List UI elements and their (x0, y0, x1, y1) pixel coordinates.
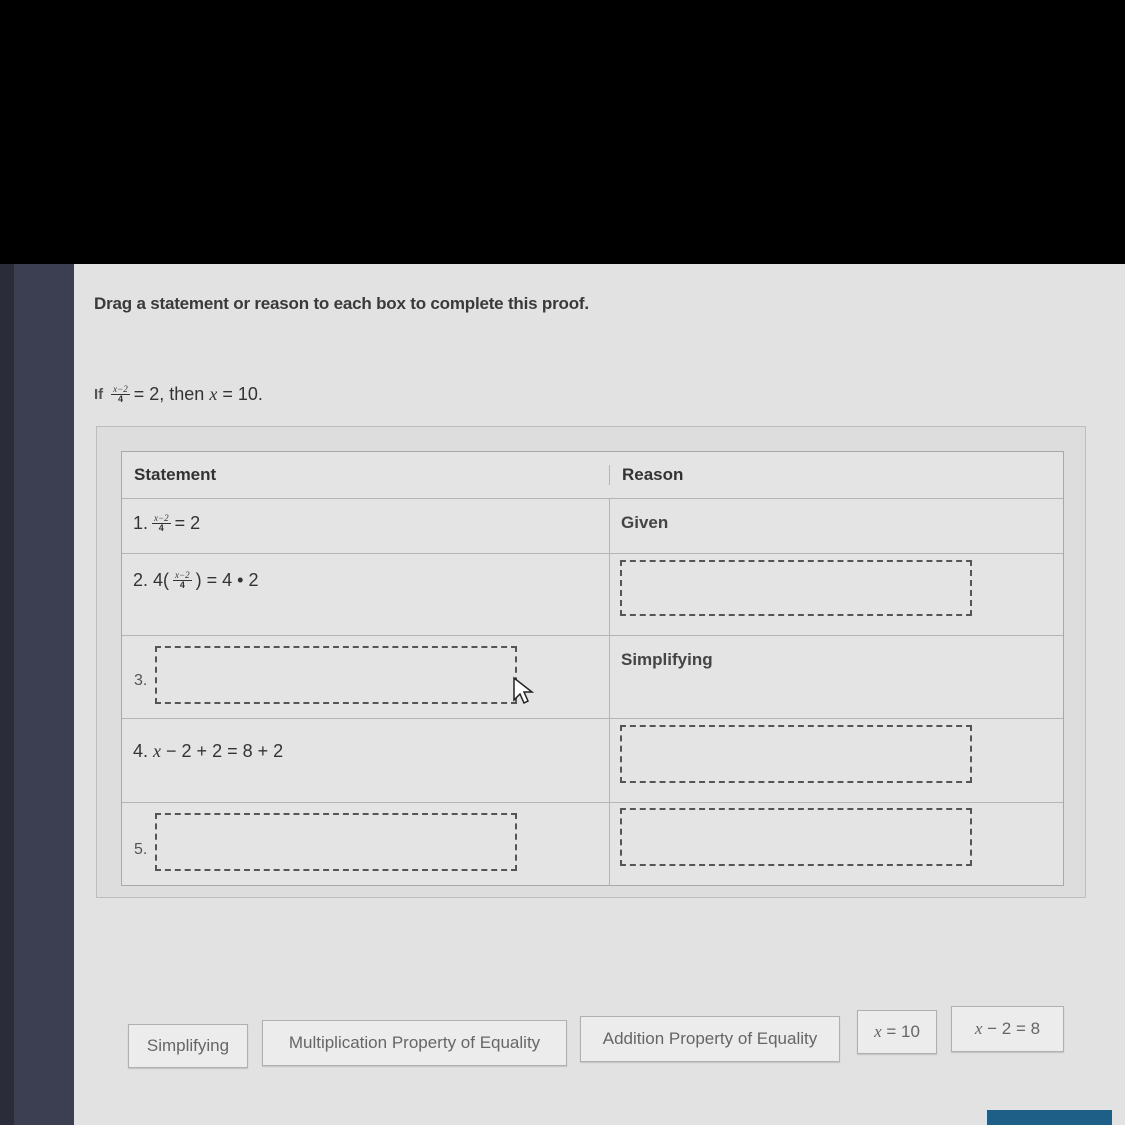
reason-3: Simplifying (621, 650, 713, 669)
reason-5-drop-box[interactable] (620, 808, 972, 866)
table-row (122, 719, 1063, 803)
tile-x-minus-2-equals-8[interactable]: x − 2 = 8 (951, 1006, 1064, 1052)
statement-1: 1. $\frac{x-2}{4}$ = 2 (133, 513, 201, 533)
tile-addition-property[interactable]: Addition Property of Equality (580, 1016, 840, 1062)
theorem-statement: If $\frac{x-2}{4}$ = 2, then x = 10. (94, 384, 263, 404)
reason-4-drop-box[interactable] (620, 725, 972, 783)
header-reason: Reason (622, 465, 684, 484)
table-row (122, 636, 1063, 719)
table-header (122, 452, 1063, 499)
screen (0, 264, 1125, 1125)
table-row (122, 554, 1063, 636)
left-sidebar (0, 264, 74, 1125)
header-statement: Statement (122, 465, 610, 485)
theorem-fraction: $\frac{x-2}{4}$ (113, 384, 128, 404)
statement-2: 2. 4( $\frac{x-2}{4}$ ) = 4 • 2 (133, 570, 259, 590)
table-row (122, 499, 1063, 554)
statement-3-drop-box[interactable] (155, 646, 517, 704)
proof-area (96, 426, 1086, 898)
submit-button-partial[interactable] (987, 1110, 1112, 1125)
statement-3-number: 3. (134, 672, 148, 689)
instruction-text: Drag a statement or reason to each box to complete this proof. (94, 294, 589, 313)
statement-5-number: 5. (134, 841, 148, 858)
statement-4: 4. x − 2 + 2 = 8 + 2 (133, 741, 284, 761)
theorem-if: If (94, 386, 104, 403)
tile-x-equals-10[interactable]: x = 10 (857, 1010, 937, 1054)
tile-simplifying[interactable]: Simplifying (128, 1024, 248, 1068)
answer-tiles (74, 1004, 1125, 1084)
proof-table (121, 451, 1064, 886)
reason-1: Given (621, 513, 669, 532)
reason-2-drop-box[interactable] (620, 560, 972, 616)
statement-5-drop-box[interactable] (155, 813, 517, 871)
mouse-cursor-icon (512, 676, 536, 706)
question-panel (74, 264, 1125, 1125)
tile-multiplication-property[interactable]: Multiplication Property of Equality (262, 1020, 567, 1066)
table-row (122, 803, 1063, 885)
